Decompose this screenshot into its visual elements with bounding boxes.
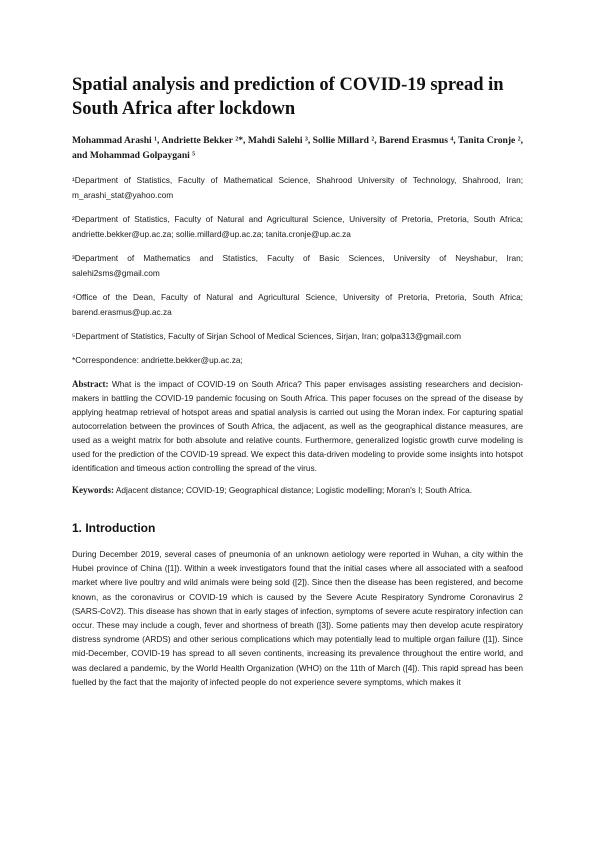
keywords-text: Adjacent distance; COVID-19; Geographical distance; Logistic modelling; Moran's I; South Africa. [115, 485, 473, 495]
author-list: Mohammad Arashi ¹, Andriette Bekker ²*, Mahdi Salehi ³, Sollie Millard ², Barend Erasmus ⁴, Tanita Cronje ², and Mohammad Golpaygani ⁵ [72, 135, 523, 161]
introduction-paragraph: During December 2019, several cases of pneumonia of an unknown aetiology were reported in Wuhan, a city within the Hubei province of China ([1]). Within a week investigators found that the initial cases where all associated with a seafood market where live poultry and wild animals were being sold ([2]). Since then the disease has been registered, and become known, as the coronavirus or COVID-19 which is caused by the Severe Acute Respiratory Syndrome Coronavirus 2 (SARS-CoV2). This disease has shown that in early stages of infection, symptoms of severe acute respiratory infection can occur. These may include a cough, fever and shortness of breath ([3]). Some patients may then develop acute respiratory distress syndrome (ARDS) and other serious complications which may potentially lead to multiple organ failure ([1]). Since mid-December, COVID-19 has spread to all seven continents, increasing its prevalence throughout the entire world, and was declared a pandemic, by the World Health Organization (WHO) on the 11th of March ([4]). This rapid spread has been fuelled by the fact that the majority of infected people do not experience severe symptoms, which makes it [72, 549, 523, 687]
affiliation-4: ⁴Office of the Dean, Faculty of Natural and Agricultural Science, University of Pretoria, Pretoria, South Africa; barend.erasmus@up.ac.za [72, 292, 523, 317]
affiliation-2: ²Department of Statistics, Faculty of Natural and Agricultural Science, University of Pretoria, Pretoria, South Africa; andriette.bekker@up.ac.za; sollie.millard@up.ac.za; tanita.cronje@up.ac.za [72, 214, 523, 239]
correspondence: *Correspondence: andriette.bekker@up.ac.za; [72, 355, 243, 365]
affiliation-5: ⁵Department of Statistics, Faculty of Sirjan School of Medical Sciences, Sirjan, Iran; golpa313@gmail.com [72, 331, 462, 341]
keywords-label: Keywords: [72, 485, 114, 495]
section-heading-introduction: 1. Introduction [72, 521, 156, 535]
affiliations [72, 173, 523, 368]
keywords [72, 483, 523, 497]
abstract-label: Abstract: [72, 379, 109, 389]
affiliation-1: ¹Department of Statistics, Faculty of Mathematical Science, Shahrood University of Technology, Shahrood, Iran; m_arashi_stat@yahoo.com [72, 175, 523, 200]
abstract-text: What is the impact of COVID-19 on South Africa? This paper envisages assisting researchers and decision-makers in battling the COVID-19 pandemic focusing on South Africa. This paper focuses on the spread of the disease by applying heatmap retrieval of hotspot areas and spatial analysis is carried out using the Moran index. For capturing spatial autocorrelation between the provinces of South Africa, the adjacent, as well as the geographical distance measures, are used as a weight matrix for both absolute and relative counts. Furthermore, generalized logistic growth curve modeling is used for the prediction of the COVID-19 spread. We expect this data-driven modeling to provide some insights into hotspot identification and timeous action controlling the spread of the virus. [72, 379, 523, 473]
abstract [72, 377, 523, 475]
affiliation-3: ³Department of Mathematics and Statistics, Faculty of Basic Sciences, University of Neyshabur, Iran; salehi2sms@gmail.com [72, 253, 523, 278]
page-content [72, 73, 523, 689]
paper-title: Spatial analysis and prediction of COVID-19 spread in South Africa after lockdown [72, 75, 504, 119]
